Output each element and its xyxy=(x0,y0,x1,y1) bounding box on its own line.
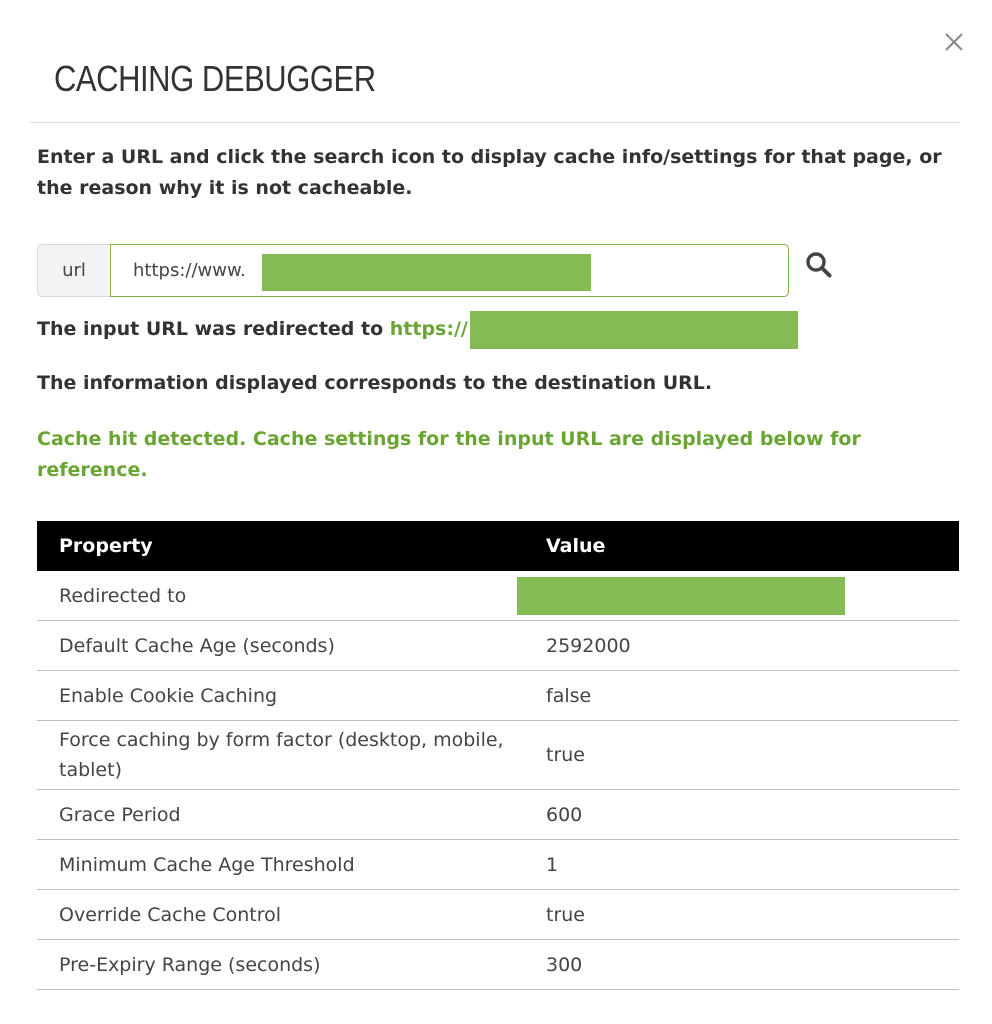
redacted-redirect-value xyxy=(517,577,845,615)
search-button[interactable] xyxy=(804,250,834,280)
table-row xyxy=(37,671,959,721)
property-cell: Redirected to xyxy=(37,571,524,621)
property-cell: Grace Period xyxy=(37,790,524,840)
close-button[interactable] xyxy=(940,28,968,56)
table-row xyxy=(37,840,959,890)
table-row xyxy=(37,571,959,621)
destination-notice: The information displayed corresponds to the destination URL. xyxy=(37,372,713,394)
cache-hit-message: Cache hit detected. Cache settings for the input URL are displayed below for reference. xyxy=(37,428,861,481)
value-cell: 300 xyxy=(524,940,959,990)
table-header-row xyxy=(37,521,959,571)
redacted-redirect-url xyxy=(470,311,798,349)
intro-text: Enter a URL and click the search icon to display cache info/settings for that page, or the reason why it is not cacheable. xyxy=(37,146,942,199)
url-input-group xyxy=(37,244,789,297)
cache-settings-table xyxy=(37,521,959,990)
property-cell: Minimum Cache Age Threshold xyxy=(37,840,524,890)
value-cell: false xyxy=(524,671,959,721)
value-cell: 1 xyxy=(524,840,959,890)
close-icon xyxy=(940,28,968,56)
redirect-message xyxy=(37,314,468,345)
redirect-link[interactable]: https:// xyxy=(389,318,468,340)
property-cell: Override Cache Control xyxy=(37,890,524,940)
header-value: Value xyxy=(524,521,959,571)
property-cell: Enable Cookie Caching xyxy=(37,671,524,721)
redacted-url-input xyxy=(262,254,591,291)
dialog-title: CACHING DEBUGGER xyxy=(54,58,376,99)
property-cell: Pre-Expiry Range (seconds) xyxy=(37,940,524,990)
value-cell: 2592000 xyxy=(524,621,959,671)
url-addon-label: url xyxy=(37,244,110,297)
property-cell: Default Cache Age (seconds) xyxy=(37,621,524,671)
value-cell xyxy=(524,571,959,621)
value-cell: true xyxy=(524,721,959,790)
property-cell: Force caching by form factor (desktop, mobile, tablet) xyxy=(37,721,524,790)
value-cell: 600 xyxy=(524,790,959,840)
table-row xyxy=(37,621,959,671)
search-icon xyxy=(804,250,834,280)
value-cell: true xyxy=(524,890,959,940)
table-row xyxy=(37,940,959,990)
title-divider xyxy=(30,122,960,123)
redirect-prefix: The input URL was redirected to xyxy=(37,318,384,340)
table-row xyxy=(37,790,959,840)
table-row xyxy=(37,890,959,940)
table-row xyxy=(37,721,959,790)
header-property: Property xyxy=(37,521,524,571)
url-input-wrapper xyxy=(110,244,789,297)
